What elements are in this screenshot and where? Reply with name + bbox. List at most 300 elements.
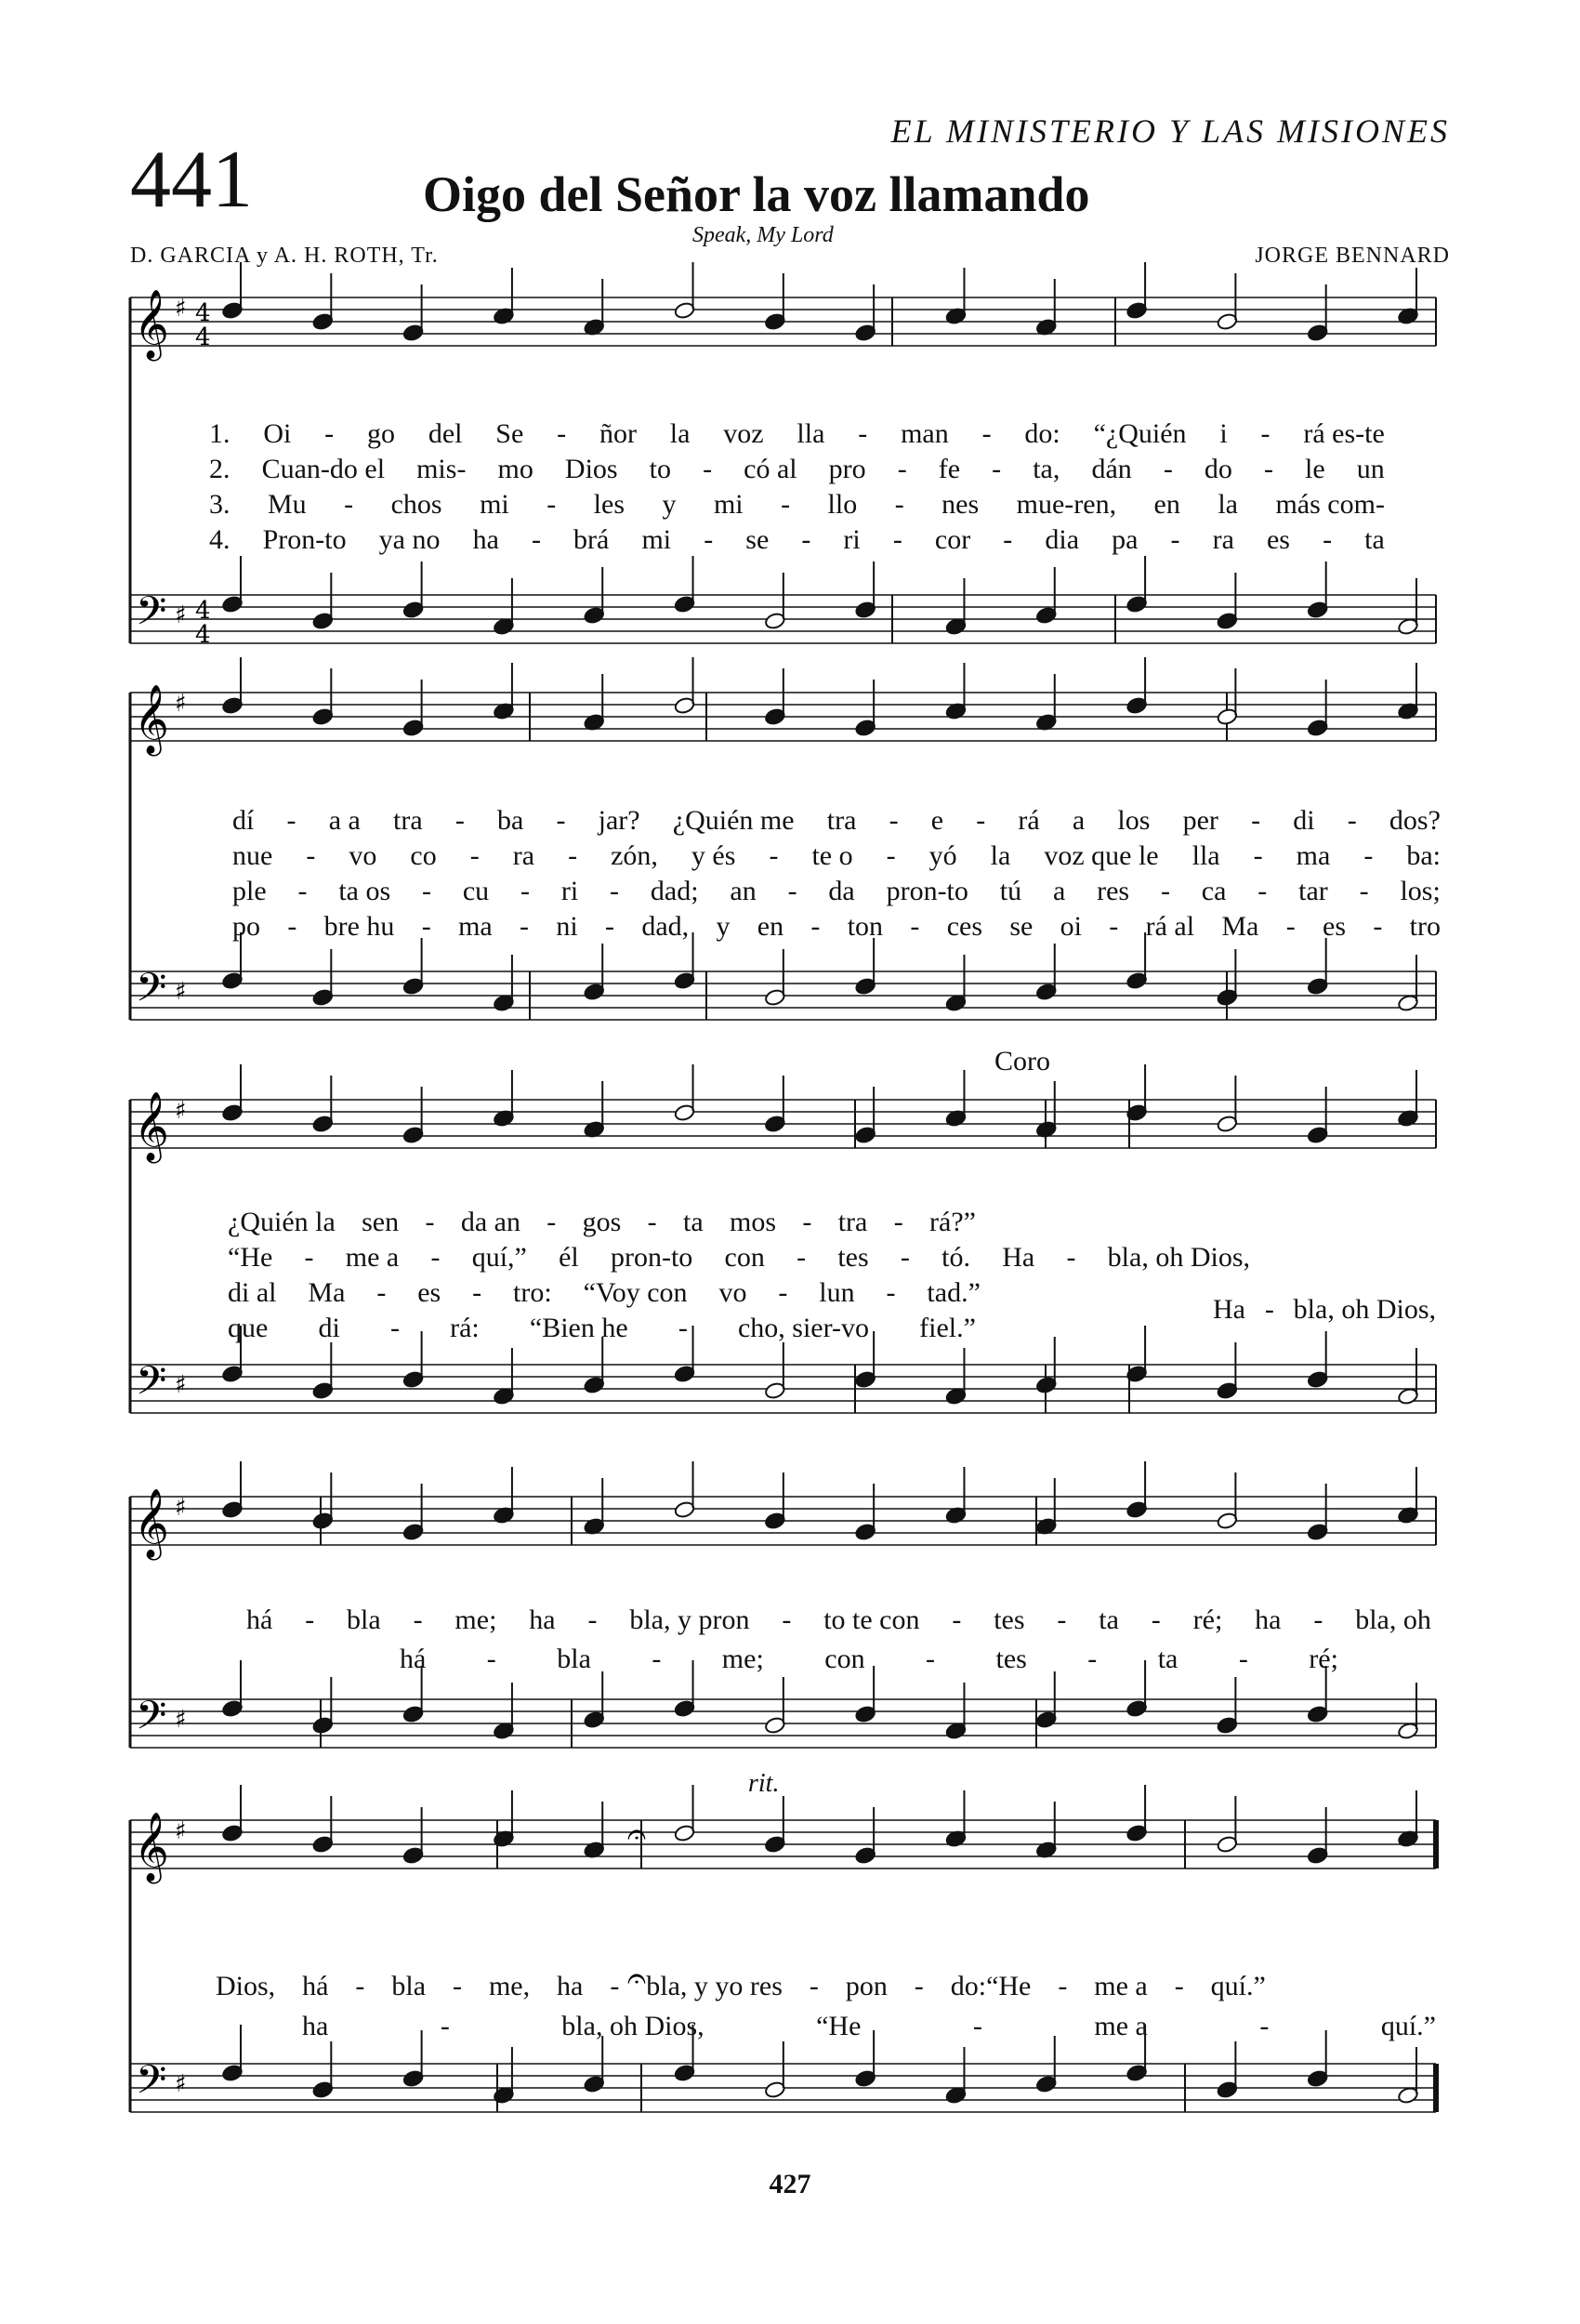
lyric-syllable: bla, oh Dios, <box>1293 1294 1436 1325</box>
lyric-syllable: ha <box>557 1971 584 2001</box>
verse-1-line-1 <box>209 418 1385 450</box>
lyric-syllable: - <box>454 805 465 836</box>
lyric-syllable: - <box>926 1644 936 1674</box>
lyric-syllable: - <box>897 454 907 484</box>
chorus-bass-lyric <box>1213 1294 1436 1326</box>
lyric-syllable: - <box>704 524 714 555</box>
lyric-syllable: - <box>1257 876 1268 906</box>
lyric-syllable: la <box>1218 489 1238 520</box>
lyric-syllable: ton <box>847 911 884 942</box>
lyric-syllable: me, <box>488 1971 531 2001</box>
lyric-syllable: gos <box>582 1207 622 1237</box>
lyric-syllable: - <box>557 418 567 449</box>
lyric-syllable: ya no <box>378 524 441 555</box>
lyric-syllable: dí <box>232 805 255 836</box>
lyric-syllable: - <box>678 1313 688 1343</box>
key-signature-sharp-icon: ♯ <box>175 2070 187 2098</box>
lyric-syllable: él <box>559 1242 579 1273</box>
lyric-syllable: há <box>246 1604 273 1635</box>
bass-clef-icon: 𝄢 <box>136 2057 167 2113</box>
lyric-syllable: - <box>952 1604 962 1635</box>
lyric-syllable: - <box>1066 1242 1076 1273</box>
verse-1-line-2 <box>232 805 1441 837</box>
lyric-syllable: a <box>1072 805 1086 836</box>
lyric-syllable: tar <box>1298 876 1328 906</box>
bass-clef-icon: 𝄢 <box>136 1358 167 1414</box>
lyric-syllable: - <box>425 1207 435 1237</box>
lyric-syllable: pa <box>1112 524 1139 555</box>
lyric-syllable: an <box>730 876 757 906</box>
ritardando-mark: rit. <box>748 1769 780 1798</box>
lyric-syllable: se <box>745 524 770 555</box>
lyric-syllable: to te con <box>823 1604 920 1635</box>
lyric-syllable: ri <box>560 876 579 906</box>
text-credit: D. GARCIA y A. H. ROTH, Tr. <box>130 244 439 268</box>
lyric-syllable: tra <box>826 805 857 836</box>
lyric-syllable: i <box>1219 418 1228 449</box>
lyric-syllable: “He <box>228 1242 273 1273</box>
section-header: EL MINISTERIO Y LAS MISIONES <box>890 112 1450 150</box>
lyric-syllable: zón, <box>611 840 658 871</box>
lyric-syllable: - <box>568 840 578 871</box>
verse-2-line-2 <box>232 840 1441 872</box>
lyric-syllable: a a <box>328 805 361 836</box>
lyric-syllable: - <box>894 489 904 520</box>
bass-clef-icon: 𝄢 <box>136 965 167 1021</box>
lyric-syllable: bla <box>391 1971 427 2001</box>
lyric-syllable: del <box>428 418 463 449</box>
lyric-syllable: - <box>1057 1604 1067 1635</box>
lyric-syllable: tro: <box>513 1277 552 1308</box>
lyric-syllable: rá?” <box>929 1207 976 1237</box>
lyric-syllable: tes <box>994 1604 1025 1635</box>
lyric-syllable: ba <box>496 805 524 836</box>
treble-clef-icon: 𝄞 <box>134 1092 169 1161</box>
lyric-syllable: - <box>992 454 1002 484</box>
lyric-syllable: - <box>452 1971 462 2001</box>
lyric-syllable: di <box>1293 805 1315 836</box>
lyric-syllable: mos <box>730 1207 777 1237</box>
bass-clef-icon: 𝄢 <box>136 588 167 644</box>
lyric-syllable: - <box>787 876 797 906</box>
key-signature-sharp-icon: ♯ <box>175 1817 187 1845</box>
lyric-syllable: dán <box>1091 454 1132 484</box>
lyric-syllable: res <box>1097 876 1130 906</box>
lyric-syllable: bla, y yo res <box>646 1971 783 2001</box>
key-signature-sharp-icon: ♯ <box>175 601 187 629</box>
lyric-syllable: fe <box>938 454 961 484</box>
lyric-syllable: di <box>318 1313 340 1343</box>
lyric-syllable: y <box>716 911 731 942</box>
fermata-icon: 𝄐 <box>627 1816 647 1854</box>
lyric-syllable: - <box>469 840 480 871</box>
lyric-syllable: ni <box>556 911 578 942</box>
lyric-syllable: Dios <box>564 454 618 484</box>
lyric-syllable: Ha <box>1213 1294 1245 1325</box>
lyric-syllable: me a <box>1094 2011 1148 2041</box>
page-number: 427 <box>769 2169 811 2199</box>
lyric-syllable: quí.” <box>1210 1971 1266 2001</box>
lyric-syllable: Oi <box>263 418 292 449</box>
lyric-syllable: - <box>801 524 811 555</box>
lyric-syllable: - <box>910 911 920 942</box>
lyric-syllable: bla <box>347 1604 381 1635</box>
lyric-syllable: ñor <box>599 418 637 449</box>
lyric-syllable: - <box>778 1277 788 1308</box>
lyric-syllable: vo <box>718 1277 747 1308</box>
chorus-lyric-line-3 <box>228 1277 981 1309</box>
time-signature-denominator: 4 <box>195 324 211 351</box>
lyric-syllable: Pron-to <box>262 524 347 555</box>
lyric-syllable: oi <box>1060 911 1082 942</box>
lyric-syllable: ha <box>302 2011 329 2041</box>
lyric-syllable: da an <box>460 1207 520 1237</box>
lyric-syllable: ha <box>472 524 499 555</box>
lyric-syllable: pon <box>845 1971 888 2001</box>
lyric-syllable: tó. <box>941 1242 970 1273</box>
lyric-syllable: - <box>587 1604 598 1635</box>
lyric-syllable: - <box>1160 876 1170 906</box>
lyric-syllable: chos <box>390 489 442 520</box>
lyric-syllable: - <box>1313 1604 1323 1635</box>
lyric-syllable: - <box>809 1971 819 2001</box>
lyric-syllable: - <box>802 1207 812 1237</box>
time-signature-numerator: 4 <box>195 597 211 625</box>
key-signature-sharp-icon: ♯ <box>175 978 187 1006</box>
key-signature-sharp-icon: ♯ <box>175 295 187 323</box>
lyric-syllable: - <box>1174 1971 1184 2001</box>
lyric-syllable: - <box>1163 454 1173 484</box>
lyric-syllable: Mu <box>267 489 307 520</box>
lyric-syllable: pro <box>828 454 866 484</box>
lyric-syllable: - <box>1323 524 1333 555</box>
lyric-syllable: mi <box>641 524 672 555</box>
verse-3-line-2 <box>232 876 1441 907</box>
lyric-syllable: en <box>757 911 784 942</box>
lyric-syllable: ha <box>529 1604 556 1635</box>
lyric-syllable: me a <box>1094 1971 1148 2001</box>
chorus-lyric-line-4 <box>228 1313 976 1344</box>
lyric-syllable: ri <box>843 524 861 555</box>
key-signature-sharp-icon: ♯ <box>175 1371 187 1399</box>
lyric-syllable: ¿Quién me <box>672 805 795 836</box>
lyric-syllable: - <box>1170 524 1180 555</box>
lyric-syllable: - <box>1058 1971 1068 2001</box>
bass-clef-icon: 𝄢 <box>136 1693 167 1749</box>
lyric-syllable: - <box>981 418 992 449</box>
lyric-syllable: - <box>1003 524 1013 555</box>
lyric-syllable: dos? <box>1389 805 1441 836</box>
lyric-syllable: - <box>782 1604 792 1635</box>
lyric-syllable: 3. <box>209 489 230 520</box>
lyric-syllable: do <box>1204 454 1232 484</box>
lyric-syllable: lun <box>819 1277 855 1308</box>
chorus-lyric-line-2 <box>228 1242 1250 1274</box>
lyric-syllable: ra <box>1212 524 1234 555</box>
lyric-syllable: - <box>520 911 530 942</box>
verse-4-line-1 <box>209 524 1385 556</box>
lyric-syllable: - <box>886 1277 896 1308</box>
lyric-syllable: - <box>1285 911 1296 942</box>
lyric-syllable: ta os <box>338 876 391 906</box>
lyric-syllable: - <box>297 876 308 906</box>
system5-soprano-lyric <box>216 1971 1266 2002</box>
treble-clef-icon: 𝄞 <box>134 1489 169 1558</box>
lyric-syllable: - <box>1359 876 1369 906</box>
lyric-syllable: tes <box>837 1242 869 1273</box>
music-credit: JORGE BENNARD <box>1255 244 1450 268</box>
lyric-syllable: “Bien he <box>529 1313 628 1343</box>
lyric-syllable: rá: <box>450 1313 480 1343</box>
lyric-syllable: - <box>486 1644 496 1674</box>
lyric-syllable: le <box>1305 454 1325 484</box>
lyric-syllable: y <box>662 489 677 520</box>
lyric-syllable: ra <box>512 840 535 871</box>
lyric-syllable: do: <box>1024 418 1060 449</box>
lyric-syllable: - <box>1373 911 1383 942</box>
lyric-syllable: es <box>1323 911 1346 942</box>
lyric-syllable: - <box>914 1971 924 2001</box>
hymn-title: Oigo del Señor la voz llamando <box>423 166 1090 222</box>
lyric-syllable: ta <box>683 1207 704 1237</box>
lyric-syllable: tra <box>393 805 423 836</box>
lyric-syllable: mi <box>480 489 509 520</box>
lyric-syllable: dad; <box>650 876 699 906</box>
lyric-syllable: voz <box>723 418 764 449</box>
lyric-syllable: les <box>593 489 625 520</box>
lyric-syllable: bla, y pron <box>629 1604 750 1635</box>
lyric-syllable: “Voy con <box>583 1277 688 1308</box>
lyric-syllable: - <box>610 1971 620 2001</box>
lyric-syllable: - <box>421 911 431 942</box>
lyric-syllable: más com- <box>1275 489 1385 520</box>
lyric-syllable: quí.” <box>1380 2011 1436 2041</box>
lyric-syllable: - <box>889 805 899 836</box>
lyric-syllable: ta <box>1099 1604 1119 1635</box>
lyric-syllable: có al <box>744 454 797 484</box>
lyric-syllable: - <box>1363 840 1374 871</box>
lyric-syllable: tes <box>995 1644 1027 1674</box>
lyric-syllable: há <box>302 1971 329 2001</box>
treble-clef-icon: 𝄞 <box>134 1813 169 1882</box>
chorus-lyric-line-1 <box>228 1207 976 1238</box>
lyric-syllable: Ma <box>308 1277 346 1308</box>
lyric-syllable: bre hu <box>323 911 395 942</box>
lyric-syllable: cor <box>934 524 971 555</box>
lyric-syllable: - <box>355 1971 365 2001</box>
system5-bass-lyric <box>302 2011 1436 2042</box>
lyric-syllable: - <box>769 840 779 871</box>
lyric-syllable: tú <box>999 876 1022 906</box>
lyric-syllable: rá <box>1018 805 1040 836</box>
lyric-syllable: go <box>366 418 395 449</box>
lyric-syllable: - <box>304 1242 314 1273</box>
key-signature-sharp-icon: ♯ <box>175 690 187 718</box>
lyric-syllable: - <box>286 805 296 836</box>
lyric-syllable: - <box>892 524 902 555</box>
lyric-syllable: te o <box>811 840 853 871</box>
lyric-syllable: - <box>287 911 297 942</box>
lyric-syllable: - <box>652 1644 662 1674</box>
lyric-syllable: con <box>824 1644 865 1674</box>
lyric-syllable: en <box>1153 489 1180 520</box>
system4-soprano-lyric <box>246 1604 1431 1636</box>
time-signature-numerator: 4 <box>195 299 211 327</box>
lyric-syllable: yó <box>928 840 957 871</box>
lyric-syllable: pron-to <box>886 876 968 906</box>
key-signature-sharp-icon: ♯ <box>175 1706 187 1734</box>
lyric-syllable: se <box>1009 911 1034 942</box>
lyric-syllable: sen <box>362 1207 400 1237</box>
lyric-syllable: - <box>972 2011 982 2041</box>
lyric-syllable: - <box>376 1277 387 1308</box>
lyric-syllable: - <box>306 840 316 871</box>
verse-4-line-2 <box>232 911 1441 943</box>
lyric-syllable: quí,” <box>471 1242 527 1273</box>
lyric-syllable: mi <box>713 489 744 520</box>
lyric-syllable: Dios, <box>216 1971 276 2001</box>
lyric-syllable: 4. <box>209 524 230 555</box>
lyric-syllable: - <box>858 418 868 449</box>
lyric-syllable: bla, oh Dios, <box>1107 1242 1250 1273</box>
lyric-syllable: ré; <box>1192 1604 1223 1635</box>
lyric-syllable: - <box>1260 418 1271 449</box>
lyric-syllable: - <box>1253 840 1263 871</box>
lyric-syllable: ces <box>946 911 982 942</box>
lyric-syllable: ma <box>458 911 493 942</box>
time-signature-denominator: 4 <box>195 621 211 649</box>
treble-clef-icon: 𝄞 <box>134 290 169 359</box>
lyric-syllable: cu <box>462 876 490 906</box>
fermata-icon: 𝄐 <box>627 1960 647 1998</box>
hymn-subtitle: Speak, My Lord <box>692 223 834 247</box>
key-signature-sharp-icon: ♯ <box>175 1097 187 1125</box>
lyric-syllable: - <box>1251 805 1261 836</box>
lyric-syllable: pron-to <box>610 1242 693 1273</box>
lyric-syllable: po <box>232 911 260 942</box>
lyric-syllable: Ma <box>1221 911 1259 942</box>
lyric-syllable: - <box>893 1207 903 1237</box>
lyric-syllable: rá es-te <box>1303 418 1385 449</box>
lyric-syllable: lla <box>797 418 825 449</box>
lyric-syllable: - <box>900 1242 910 1273</box>
lyric-syllable: - <box>556 805 566 836</box>
lyric-syllable: - <box>305 1604 315 1635</box>
lyric-syllable: me a <box>345 1242 400 1273</box>
lyric-syllable: ba: <box>1406 840 1441 871</box>
lyric-syllable: 1. <box>209 418 230 449</box>
lyric-syllable: co <box>410 840 437 871</box>
lyric-syllable: - <box>531 524 541 555</box>
lyric-syllable: - <box>430 1242 441 1273</box>
lyric-syllable: cho, sier-vo <box>737 1313 869 1343</box>
lyric-syllable: ma <box>1296 840 1331 871</box>
lyric-syllable: los <box>1117 805 1151 836</box>
verse-2-line-1 <box>209 454 1385 485</box>
lyric-syllable: - <box>1087 1644 1098 1674</box>
lyric-syllable: Cuan-do el <box>261 454 386 484</box>
lyric-syllable: - <box>1238 1644 1248 1674</box>
lyric-syllable: ¿Quién la <box>228 1207 336 1237</box>
lyric-syllable: me; <box>454 1604 497 1635</box>
lyric-syllable: nes <box>941 489 980 520</box>
lyric-syllable: tro <box>1409 911 1441 942</box>
coro-label: Coro <box>994 1046 1050 1076</box>
system4-bass-lyric <box>400 1644 1338 1675</box>
lyric-syllable: “He <box>816 2011 862 2041</box>
lyric-syllable: - <box>1151 1604 1161 1635</box>
lyric-syllable: dia <box>1045 524 1080 555</box>
lyric-syllable: - <box>976 805 986 836</box>
lyric-syllable: to <box>649 454 671 484</box>
verse-3-line-1 <box>209 489 1385 521</box>
lyric-syllable: ple <box>232 876 267 906</box>
lyric-syllable: voz que le <box>1044 840 1159 871</box>
lyric-syllable: que <box>228 1313 269 1343</box>
lyric-syllable: ha <box>1255 1604 1282 1635</box>
lyric-syllable: Ha <box>1002 1242 1035 1273</box>
lyric-syllable: man <box>901 418 949 449</box>
lyric-syllable: ta <box>1364 524 1385 555</box>
lyric-syllable: fiel.” <box>919 1313 976 1343</box>
treble-clef-icon: 𝄞 <box>134 685 169 754</box>
lyric-syllable: jar? <box>598 805 640 836</box>
lyric-syllable: di al <box>228 1277 277 1308</box>
lyric-syllable: - <box>546 1207 557 1237</box>
lyric-syllable: ta <box>1157 1644 1178 1674</box>
lyric-syllable: - <box>520 876 531 906</box>
lyric-syllable: Se <box>495 418 524 449</box>
lyric-syllable: - <box>1263 454 1273 484</box>
lyric-syllable: per <box>1182 805 1218 836</box>
lyric-syllable: mue-ren, <box>1016 489 1117 520</box>
lyric-syllable: tra <box>837 1207 868 1237</box>
lyric-syllable: - <box>781 489 791 520</box>
lyric-syllable: bla <box>557 1644 591 1674</box>
lyric-syllable: - <box>1259 2011 1270 2041</box>
lyric-syllable: a <box>1052 876 1066 906</box>
lyric-syllable: y és <box>691 840 736 871</box>
lyric-syllable: - <box>413 1604 423 1635</box>
lyric-syllable: “¿Quién <box>1093 418 1187 449</box>
lyric-syllable: los; <box>1400 876 1441 906</box>
lyric-syllable: há <box>400 1644 427 1674</box>
lyric-syllable: un <box>1356 454 1385 484</box>
hymn-number: 441 <box>130 135 253 225</box>
lyric-syllable: - <box>344 489 354 520</box>
lyric-syllable: e <box>930 805 944 836</box>
lyric-syllable: - <box>1347 805 1357 836</box>
lyric-syllable: dad, <box>641 911 690 942</box>
lyric-syllable: - <box>610 876 620 906</box>
lyric-syllable: - <box>886 840 896 871</box>
lyric-syllable: da <box>828 876 855 906</box>
lyric-syllable: la <box>990 840 1011 871</box>
lyric-syllable: con <box>724 1242 765 1273</box>
lyric-syllable: nue <box>232 840 273 871</box>
lyric-syllable: - <box>1109 911 1119 942</box>
lyric-syllable: - <box>546 489 557 520</box>
lyric-syllable: ré; <box>1309 1644 1338 1674</box>
lyric-syllable: - <box>440 2011 450 2041</box>
lyric-syllable: - <box>389 1313 400 1343</box>
lyric-syllable: - <box>605 911 614 942</box>
lyric-syllable: - <box>472 1277 482 1308</box>
lyric-syllable: do:“He <box>950 1971 1032 2001</box>
lyric-syllable: lla <box>1192 840 1220 871</box>
lyric-syllable: vo <box>349 840 377 871</box>
lyric-syllable: - <box>703 454 713 484</box>
